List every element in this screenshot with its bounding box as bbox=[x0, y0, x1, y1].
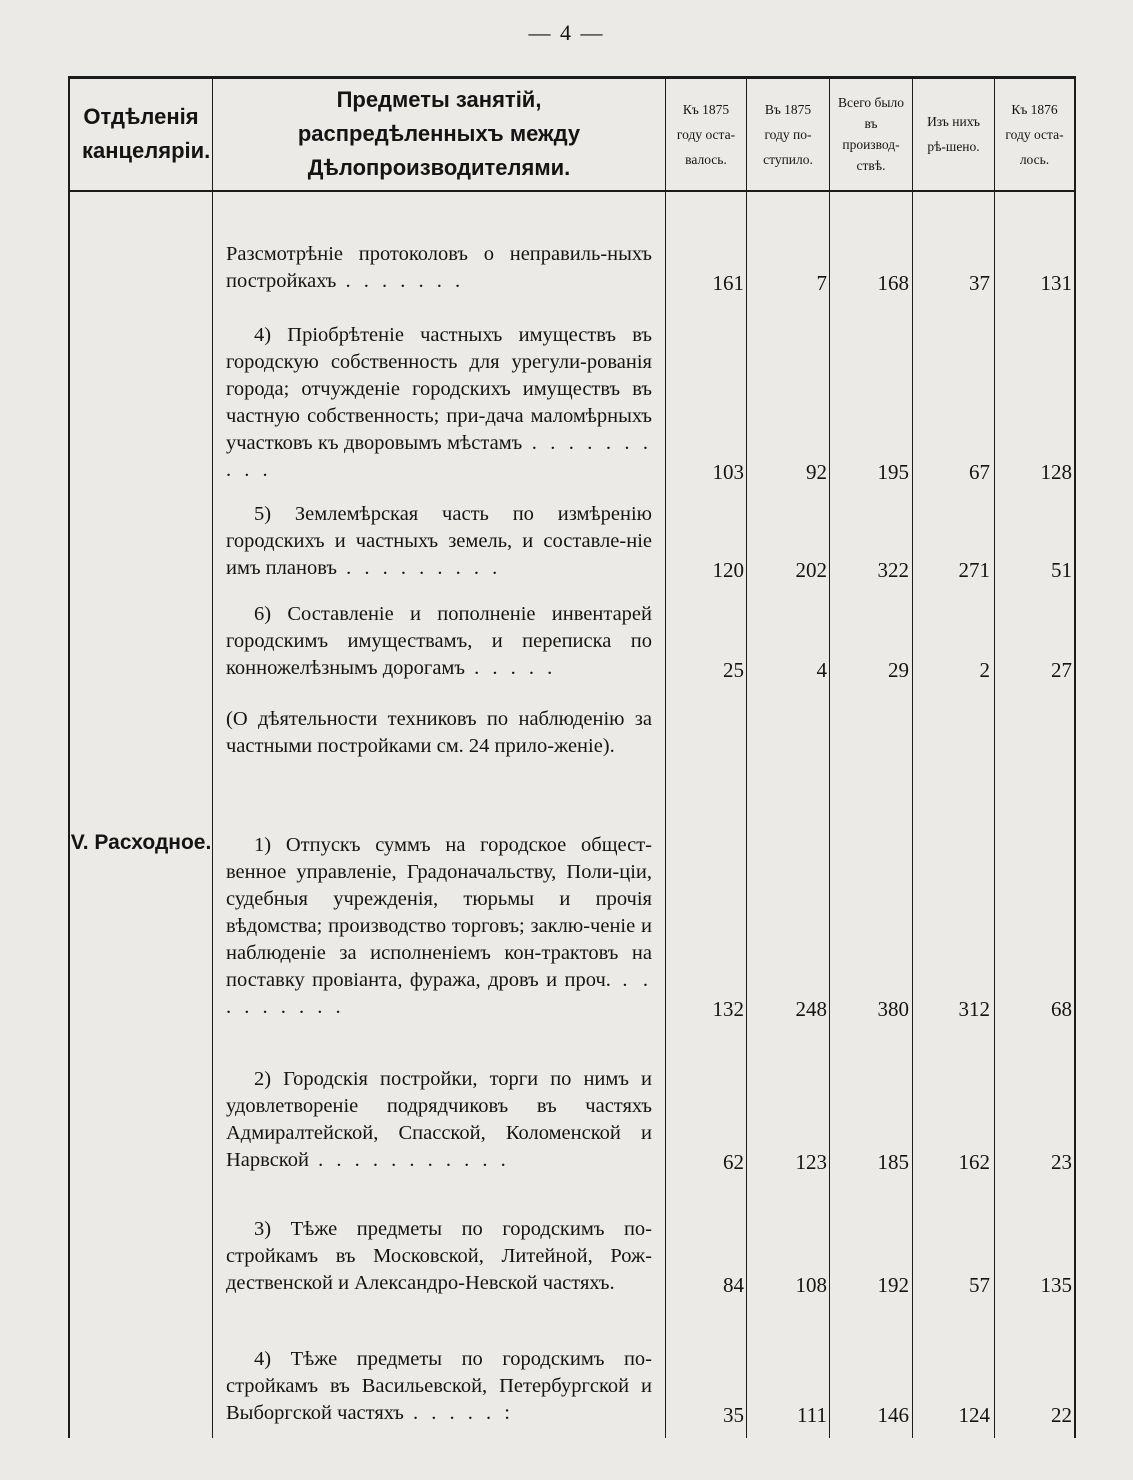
subject-entry bbox=[226, 241, 652, 295]
table-cell-value: 35 bbox=[723, 1403, 744, 1427]
subject-text: Разсмотрѣніе протоколовъ о неправиль-ныхъ постройкахъ bbox=[226, 243, 652, 292]
table-cell-value: 146 bbox=[877, 1403, 909, 1427]
column-divider bbox=[912, 76, 913, 1438]
table-cell-value: 84 bbox=[723, 1273, 744, 1297]
column-divider bbox=[994, 76, 995, 1438]
table-cell-value: 22 bbox=[1051, 1403, 1072, 1427]
table-cell-value: 7 bbox=[816, 271, 827, 295]
subject-entry bbox=[226, 322, 652, 484]
table-cell-value: 27 bbox=[1051, 658, 1072, 682]
table-cell-value: 131 bbox=[1040, 271, 1072, 295]
header-department: Отдѣленія канцеляріи. bbox=[82, 104, 211, 163]
table-left-border bbox=[68, 76, 70, 1438]
subject-text: 4) Пріобрѣтеніе частныхъ имуществъ въ городскую собственность для урегули-рованія города; отчужденіе городскихъ имуществъ въ частную собственность; при-дача маломѣрныхъ участковъ къ дворовымъ мѣстамъ bbox=[226, 324, 652, 454]
table-cell-value: 248 bbox=[795, 997, 827, 1021]
leader-dots: . . . . . : bbox=[403, 1402, 514, 1424]
header-decided: Изъ нихъ рѣ-шено. bbox=[927, 114, 980, 154]
table-cell-value: 128 bbox=[1040, 460, 1072, 484]
subject-text: 5) Землемѣрская часть по измѣренію городскихъ и частныхъ земель, и составле-ніе имъ плановъ bbox=[226, 503, 652, 579]
subject-text: (О дѣятельности техниковъ по наблюденію за частными постройками см. 24 прило-женіе). bbox=[226, 708, 652, 757]
table-cell-value: 67 bbox=[969, 460, 990, 484]
page-number: — 4 — bbox=[528, 20, 605, 45]
subject-text: 2) Городскія постройки, торги по нимъ и удовлетвореніе подрядчиковъ въ частяхъ Адмиралтейской, Спасской, Коломенской и Нарвской bbox=[226, 1068, 652, 1171]
subject-text: 1) Отпускъ суммъ на городское общест-венное управленіе, Градоначальству, Поли-ціи, судебныя учрежденія, тюрьмы и прочія вѣдомства; производство торговъ; заклю-ченіе и наблюденіе за исполненіемъ кон-трактовъ на поставку провіанта, фуража, дровъ и проч. bbox=[226, 834, 652, 991]
subject-entry bbox=[226, 501, 652, 582]
table-cell-value: 29 bbox=[888, 658, 909, 682]
table-cell-value: 202 bbox=[795, 558, 827, 582]
table-cell-value: 162 bbox=[958, 1150, 990, 1174]
table-cell-value: 312 bbox=[958, 997, 990, 1021]
header-remaining-1876: Къ 1876 году оста-лось. bbox=[1005, 101, 1064, 167]
column-divider bbox=[212, 76, 213, 1438]
subject-text: 4) Тѣже предметы по городскимъ по-стройкамъ въ Васильевской, Петербургской и Выборгской частяхъ bbox=[226, 1348, 652, 1424]
subject-text: 3) Тѣже предметы по городскимъ по-стройкамъ въ Московской, Литейной, Рож-дественской и Александро-Невской частяхъ. bbox=[226, 1218, 652, 1294]
subject-entry bbox=[226, 706, 652, 760]
column-divider bbox=[829, 76, 830, 1438]
header-remaining-1875: Къ 1875 году оста-валось. bbox=[676, 101, 736, 167]
department-label: V. Расходное. bbox=[70, 831, 212, 854]
leader-dots: . . . . . . . . . bbox=[226, 969, 653, 1018]
table-cell-value: 168 bbox=[877, 271, 909, 295]
leader-dots: . . . . . bbox=[465, 657, 557, 679]
header-total: Всего было въ производ-ствѣ. bbox=[838, 95, 904, 173]
table-cell-value: 161 bbox=[712, 271, 744, 295]
table-cell-value: 192 bbox=[877, 1273, 909, 1297]
table-cell-value: 2 bbox=[979, 658, 990, 682]
header-subjects: Предметы занятій, распредѣленныхъ между Дѣлопроизводителями. bbox=[297, 87, 581, 180]
table-cell-value: 271 bbox=[958, 558, 990, 582]
leader-dots: . . . . . . . bbox=[336, 270, 465, 292]
leader-dots: . . . . . . . . . . . bbox=[308, 1149, 510, 1171]
table-cell-value: 62 bbox=[723, 1150, 744, 1174]
table-cell-value: 37 bbox=[969, 271, 990, 295]
subject-entry bbox=[226, 1066, 652, 1174]
table-cell-value: 124 bbox=[958, 1403, 990, 1427]
subject-entry bbox=[226, 601, 652, 682]
table-cell-value: 135 bbox=[1040, 1273, 1072, 1297]
table-cell-value: 92 bbox=[806, 460, 827, 484]
table-cell-value: 322 bbox=[877, 558, 909, 582]
table-cell-value: 108 bbox=[795, 1273, 827, 1297]
header-bottom-border bbox=[68, 190, 1074, 192]
table-cell-value: 4 bbox=[816, 658, 827, 682]
table-cell-value: 380 bbox=[877, 997, 909, 1021]
table-cell-value: 123 bbox=[795, 1150, 827, 1174]
column-divider bbox=[665, 76, 666, 1438]
leader-dots: . . . . . . . . . bbox=[336, 557, 502, 579]
header-received-1875: Въ 1875 году по-ступило. bbox=[763, 101, 813, 167]
table-cell-value: 195 bbox=[877, 460, 909, 484]
table-right-border bbox=[1074, 76, 1076, 1438]
table-cell-value: 132 bbox=[712, 997, 744, 1021]
table-cell-value: 185 bbox=[877, 1150, 909, 1174]
table-cell-value: 111 bbox=[797, 1403, 827, 1427]
table-top-border bbox=[68, 76, 1076, 79]
table-cell-value: 68 bbox=[1051, 997, 1072, 1021]
table-cell-value: 51 bbox=[1051, 558, 1072, 582]
subject-entry bbox=[226, 832, 652, 1021]
column-divider bbox=[746, 76, 747, 1438]
leader-dots: . . . . . . . . . . bbox=[226, 432, 653, 481]
subject-text: 6) Составленіе и пополненіе инвентарей городскимъ имуществамъ, и переписка по конножелѣзнымъ дорогамъ bbox=[226, 603, 652, 679]
table-cell-value: 120 bbox=[712, 558, 744, 582]
table-cell-value: 25 bbox=[723, 658, 744, 682]
table-cell-value: 103 bbox=[712, 460, 744, 484]
subject-entry bbox=[226, 1216, 652, 1297]
table-cell-value: 57 bbox=[969, 1273, 990, 1297]
table-cell-value: 23 bbox=[1051, 1150, 1072, 1174]
subject-entry bbox=[226, 1346, 652, 1427]
